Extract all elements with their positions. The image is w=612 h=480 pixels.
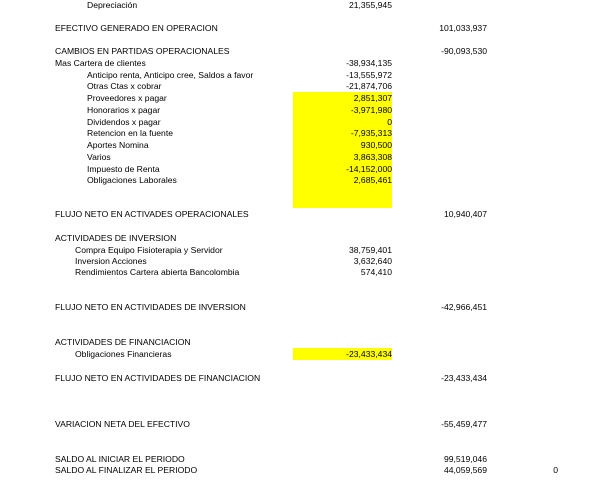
- row-label-flujo-operacionales: FLUJO NETO EN ACTIVADES OPERACIONALES: [55, 209, 249, 219]
- row-total-cambios-partidas: -90,093,530: [441, 46, 487, 56]
- row-label-saldo-inicial: SALDO AL INICIAR EL PERIODO: [55, 454, 185, 464]
- row-value-depreciacion: 21,355,945: [348, 0, 392, 10]
- row-value-compra-equipo: 38,759,401: [348, 245, 392, 255]
- row-label-saldo-final: SALDO AL FINALIZAR EL PERIODO: [55, 465, 198, 475]
- row-label-depreciacion: Depreciación: [87, 0, 138, 10]
- row-label-cambios-partidas: CAMBIOS EN PARTIDAS OPERACIONALES: [55, 46, 230, 56]
- row-label-rendimientos: Rendimientos Cartera abierta Bancolombia: [75, 267, 240, 277]
- row-total-flujo-financiacion: -23,433,434: [441, 373, 487, 383]
- row-label-compra-equipo: Compra Equipo Fisioterapia y Servidor: [75, 245, 223, 255]
- row-total-variacion-neta: -55,459,477: [441, 419, 487, 429]
- row-label-cartera-clientes: Mas Cartera de clientes: [55, 58, 146, 68]
- row-total-flujo-inversion: -42,966,451: [441, 302, 487, 312]
- row-label-flujo-inversion: FLUJO NETO EN ACTIVIDADES DE INVERSION: [55, 302, 246, 312]
- row-total-efectivo-generado: 101,033,937: [439, 23, 487, 33]
- row-label-obligaciones-financieras: Obligaciones Financieras: [75, 349, 172, 359]
- row-label-honorarios: Honorarios x pagar: [87, 105, 161, 115]
- row-value-otras-ctas: -21,874,706: [346, 81, 392, 91]
- row-value-obligaciones-financieras: -23,433,434: [346, 349, 392, 359]
- row-total-flujo-operacionales: 10,940,407: [443, 209, 487, 219]
- row-label-dividendos: Dividendos x pagar: [87, 117, 161, 127]
- row-value-varios: 3,863,308: [353, 152, 392, 162]
- row-label-inversion-acciones: Inversion Acciones: [75, 256, 147, 266]
- row-label-obligaciones-laborales: Obligaciones Laborales: [87, 175, 177, 185]
- row-value-rendimientos: 574,410: [360, 267, 392, 277]
- row-label-impuesto-renta: Impuesto de Renta: [87, 164, 160, 174]
- row-label-proveedores: Proveedores x pagar: [87, 93, 167, 103]
- row-value-inversion-acciones: 3,632,640: [353, 256, 392, 266]
- row-value-anticipo-renta: -13,555,972: [346, 70, 392, 80]
- row-value-impuesto-renta: -14,152,000: [346, 164, 392, 174]
- row-label-efectivo-generado: EFECTIVO GENERADO EN OPERACION: [55, 23, 218, 33]
- row-label-otras-ctas: Otras Ctas x cobrar: [87, 81, 162, 91]
- row-total-saldo-final: 44,059,569: [443, 465, 487, 475]
- section-heading-financiacion: ACTIVIDADES DE FINANCIACION: [55, 337, 191, 347]
- row-value-aportes: 930,500: [360, 140, 392, 150]
- row-label-retencion: Retencion en la fuente: [87, 128, 174, 138]
- row-value-honorarios: -3,971,980: [350, 105, 392, 115]
- section-heading-inversion: ACTIVIDADES DE INVERSION: [55, 233, 177, 243]
- row-extra-saldo-final: 0: [553, 465, 558, 475]
- row-total-saldo-inicial: 99,519,046: [443, 454, 487, 464]
- row-value-proveedores: 2,851,307: [353, 93, 392, 103]
- row-label-variacion-neta: VARIACION NETA DEL EFECTIVO: [55, 419, 190, 429]
- row-value-dividendos: 0: [387, 117, 392, 127]
- row-value-cartera-clientes: -38,934,135: [346, 58, 392, 68]
- row-label-varios: Varios: [87, 152, 111, 162]
- row-value-retencion: -7,935,313: [350, 128, 392, 138]
- row-label-anticipo-renta: Anticipo renta, Anticipo cree, Saldos a favor: [87, 70, 254, 80]
- row-value-obligaciones-laborales: 2,685,461: [353, 175, 392, 185]
- row-label-aportes: Aportes Nomina: [87, 140, 149, 150]
- row-label-flujo-financiacion: FLUJO NETO EN ACTIVIDADES DE FINANCIACION: [55, 373, 261, 383]
